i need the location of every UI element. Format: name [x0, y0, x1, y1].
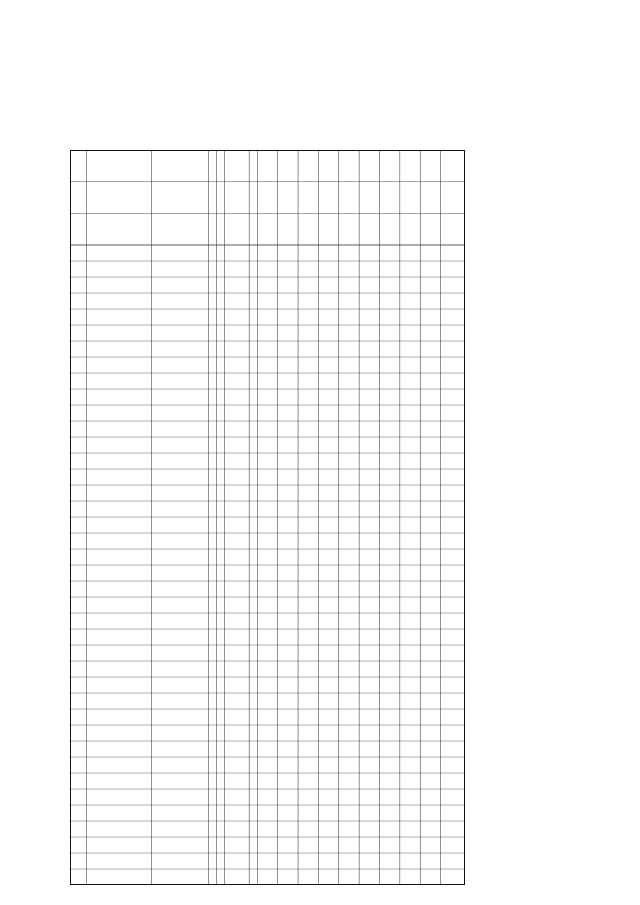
table-grid	[70, 150, 465, 885]
table-border	[71, 151, 465, 885]
document-table	[70, 150, 465, 885]
